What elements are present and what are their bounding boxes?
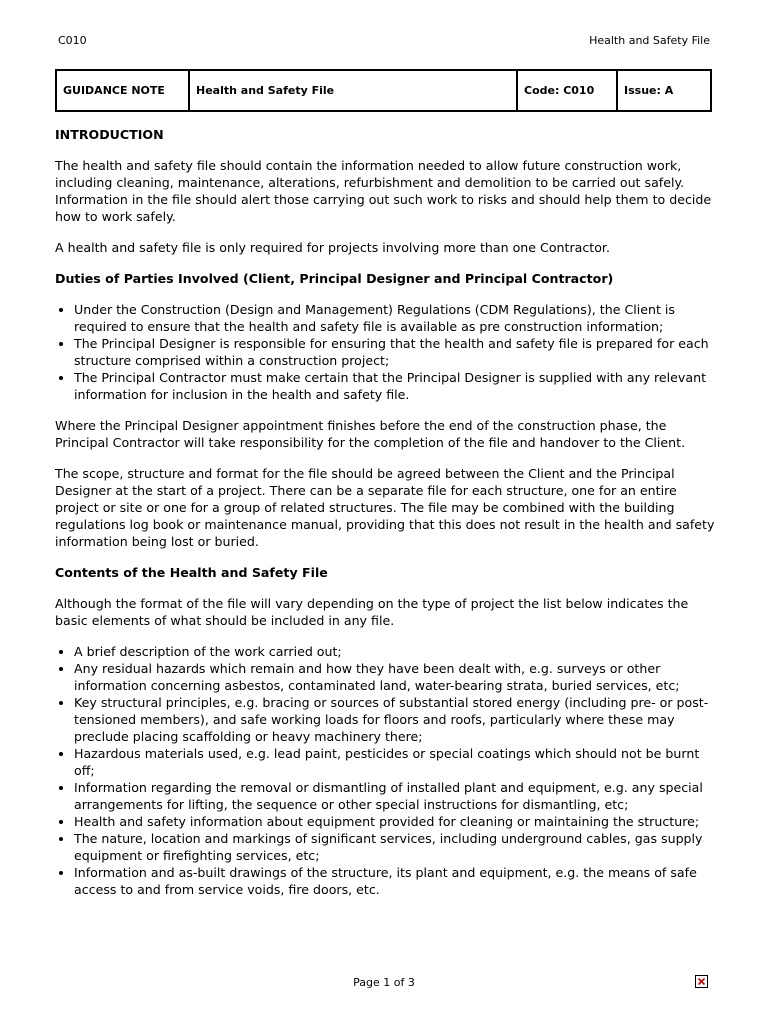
contents-paragraph-1: Although the format of the file will vary depending on the type of project the list below indicates the basic elements of what should be included in any file.: [55, 596, 689, 628]
contents-heading: Contents of the Health and Safety File: [55, 565, 328, 580]
broken-image-icon: [695, 975, 708, 988]
list-item: • Key structural principles, e.g. bracing or sources of substantial stored energy (including pre- or post-tensioned members), and safe working loads for floors and roofs, particularly where these may preclude placing scaffolding or heavy machinery there;: [74, 694, 715, 745]
duties-paragraph-1: Where the Principal Designer appointment finishes before the end of the construction phase, the Principal Contractor will take responsibility for the completion of the file and handover to the Client.: [55, 418, 686, 450]
guidance-note-table: [55, 69, 712, 112]
list-item: • A brief description of the work carried out;: [74, 643, 715, 660]
duties-paragraph-2: The scope, structure and format for the file should be agreed between the Client and the Principal Designer at the start of a project. There can be a separate file for each structure, one for an entire project or site or one for a group of related structures. The file may be combined with the building regulations log book or maintenance manual, providing that this does not result in the health and safety information being lost or buried.: [55, 466, 715, 549]
list-item: • The nature, location and markings of significant services, including underground cables, gas supply equipment or firefighting services, etc;: [74, 830, 715, 864]
list-item: • Information regarding the removal or dismantling of installed plant and equipment, e.g. any special arrangements for lifting, the sequence or other special instructions for dismantling, etc;: [74, 779, 715, 813]
document-body: [55, 126, 715, 912]
header-doc-title: Health and Safety File: [589, 34, 710, 47]
guidance-issue-cell: Issue: A: [617, 70, 711, 111]
list-item: • The Principal Contractor must make certain that the Principal Designer is supplied with any relevant information for inclusion in the health and safety file.: [74, 369, 715, 403]
duties-list: [55, 301, 715, 403]
list-item: • Any residual hazards which remain and how they have been dealt with, e.g. surveys or other information concerning asbestos, contaminated land, water-bearing strata, buried services, etc;: [74, 660, 715, 694]
page-footer: [0, 975, 768, 991]
list-item: • The Principal Designer is responsible for ensuring that the health and safety file is prepared for each structure comprised within a construction project;: [74, 335, 715, 369]
list-item: • Health and safety information about equipment provided for cleaning or maintaining the structure;: [74, 813, 715, 830]
introduction-paragraph-2: A health and safety file is only required for projects involving more than one Contractor.: [55, 240, 610, 255]
guidance-title-cell: Health and Safety File: [189, 70, 517, 111]
running-header: [58, 33, 710, 49]
header-doc-code: C010: [58, 34, 87, 47]
guidance-type-cell: GUIDANCE NOTE: [56, 70, 189, 111]
introduction-paragraph-1: The health and safety file should contain the information needed to allow future construction work, including cleaning, maintenance, alterations, refurbishment and demolition to be carried out safely. Information in the file should alert those carrying out such work to risks and should help them to decide how to work safely.: [55, 158, 712, 224]
introduction-heading: INTRODUCTION: [55, 127, 164, 142]
guidance-code-cell: Code: C010: [517, 70, 617, 111]
list-item: • Under the Construction (Design and Management) Regulations (CDM Regulations), the Client is required to ensure that the health and safety file is available as pre construction information;: [74, 301, 715, 335]
list-item: • Hazardous materials used, e.g. lead paint, pesticides or special coatings which should not be burnt off;: [74, 745, 715, 779]
duties-heading: Duties of Parties Involved (Client, Principal Designer and Principal Contractor): [55, 271, 614, 286]
page-number: Page 1 of 3: [353, 976, 415, 989]
list-item: • Information and as-built drawings of the structure, its plant and equipment, e.g. the means of safe access to and from service voids, fire doors, etc.: [74, 864, 715, 898]
contents-list: [55, 643, 715, 898]
